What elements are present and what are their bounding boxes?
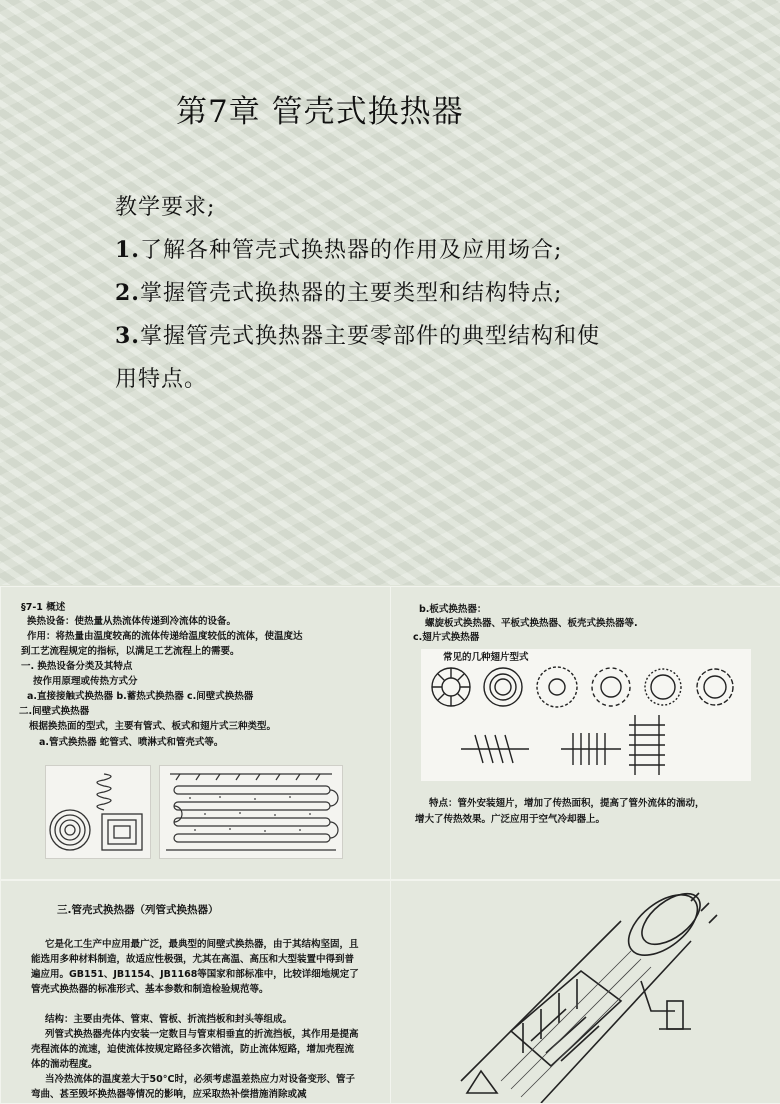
req-num-3: 3. bbox=[115, 323, 140, 349]
shell-tube-slide bbox=[0, 880, 391, 1104]
plate-line-2: 螺旋板式换热器、平板式换热器、板壳式换热器等. bbox=[425, 618, 638, 629]
plate-fin-slide bbox=[390, 586, 780, 880]
shell-tube-heading: 三.管壳式换热器（列管式换热器） bbox=[57, 904, 219, 916]
overview-line-7: 二.间壁式换热器 bbox=[19, 706, 90, 717]
overview-line-2: 作用：将热量由温度较高的流体传递给温度较低的流体，使温度达 bbox=[27, 631, 303, 642]
shell-tube-para-2: 结构：主要由壳体、管束、管板、折流挡板和封头等组成。 bbox=[45, 1014, 293, 1025]
shell-tube-para-3: 列管式换热器壳体内安装一定数目与管束相垂直的折流挡板，其作用是提高壳程流体的流速，迫使流体按规定路径多次错流，防止流体短路，增加壳程流体的湍动程度。 bbox=[31, 1029, 359, 1070]
req-text-3: 掌握管壳式换热器主要零部件的典型结构和使 bbox=[139, 324, 600, 349]
req-item-1 bbox=[115, 229, 695, 272]
overview-line-1: 换热设备：使热量从热流体传递到冷流体的设备。 bbox=[27, 616, 237, 627]
fin-line-3: c.翅片式换热器 bbox=[413, 632, 480, 643]
req-num-1: 1. bbox=[115, 237, 140, 263]
fin-types-figure bbox=[421, 649, 751, 781]
teaching-requirements bbox=[115, 186, 695, 401]
req-item-2 bbox=[115, 272, 695, 315]
fin-feature-2: 增大了传热效果。广泛应用于空气冷却器上。 bbox=[415, 814, 606, 825]
chapter-title: 第7章 管壳式换热器 bbox=[176, 94, 464, 130]
coil-tube-figure bbox=[45, 765, 151, 859]
fin-caption: 常见的几种翅片型式 bbox=[443, 652, 529, 663]
exchanger-drawing-slide bbox=[390, 880, 780, 1104]
section-heading: §7-1 概述 bbox=[21, 602, 66, 613]
fin-feature-1: 特点：管外安装翅片，增加了传热面积，提高了管外流体的湍动， bbox=[429, 798, 705, 809]
overview-line-8: 根据换热面的型式，主要有管式、板式和翅片式三种类型。 bbox=[29, 721, 277, 732]
overview-line-5: 按作用原理或传热方式分 bbox=[33, 676, 138, 687]
spray-tube-figure bbox=[159, 765, 343, 859]
shell-tube-para-4: 当冷热流体的温度差大于50°C时，必须考虑温差热应力对设备变形、管子弯曲、甚至毁坏换热器等情况的影响，应采取热补偿措施消除或减 bbox=[31, 1074, 355, 1100]
req-num-2: 2. bbox=[115, 280, 140, 306]
shell-tube-para-1: 它是化工生产中应用最广泛，最典型的间壁式换热器，由于其结构坚固，且能选用多种材料制造，故适应性极强，尤其在高温、高压和大型装置中得到普遍应用。GB151、JB1154、JB1168等国家和部标准中，比较详细地规定了管壳式换热器的标准形式、基本参数和制造检验规范等。 bbox=[31, 939, 359, 995]
overview-line-3: 到工艺流程规定的指标，以满足工艺流程上的需要。 bbox=[21, 646, 240, 657]
shell-tube-exchanger-drawing bbox=[391, 881, 780, 1103]
req-text-2: 掌握管壳式换热器的主要类型和结构特点; bbox=[139, 281, 563, 306]
plate-line-1: b.板式换热器： bbox=[419, 604, 487, 615]
req-text-1: 了解各种管壳式换热器的作用及应用场合; bbox=[139, 238, 563, 263]
req-item-3 bbox=[115, 315, 695, 358]
overview-slide bbox=[0, 586, 391, 880]
overview-line-4: 一. 换热设备分类及其特点 bbox=[21, 661, 133, 672]
req-heading: 教学要求; bbox=[115, 195, 216, 220]
overview-line-6: a.直接接触式换热器 b.蓄热式换热器 c.间壁式换热器 bbox=[27, 691, 254, 702]
overview-line-9: a.管式换热器 蛇管式、喷淋式和管壳式等。 bbox=[39, 737, 224, 748]
req-item-3-cont: 用特点。 bbox=[115, 367, 208, 392]
